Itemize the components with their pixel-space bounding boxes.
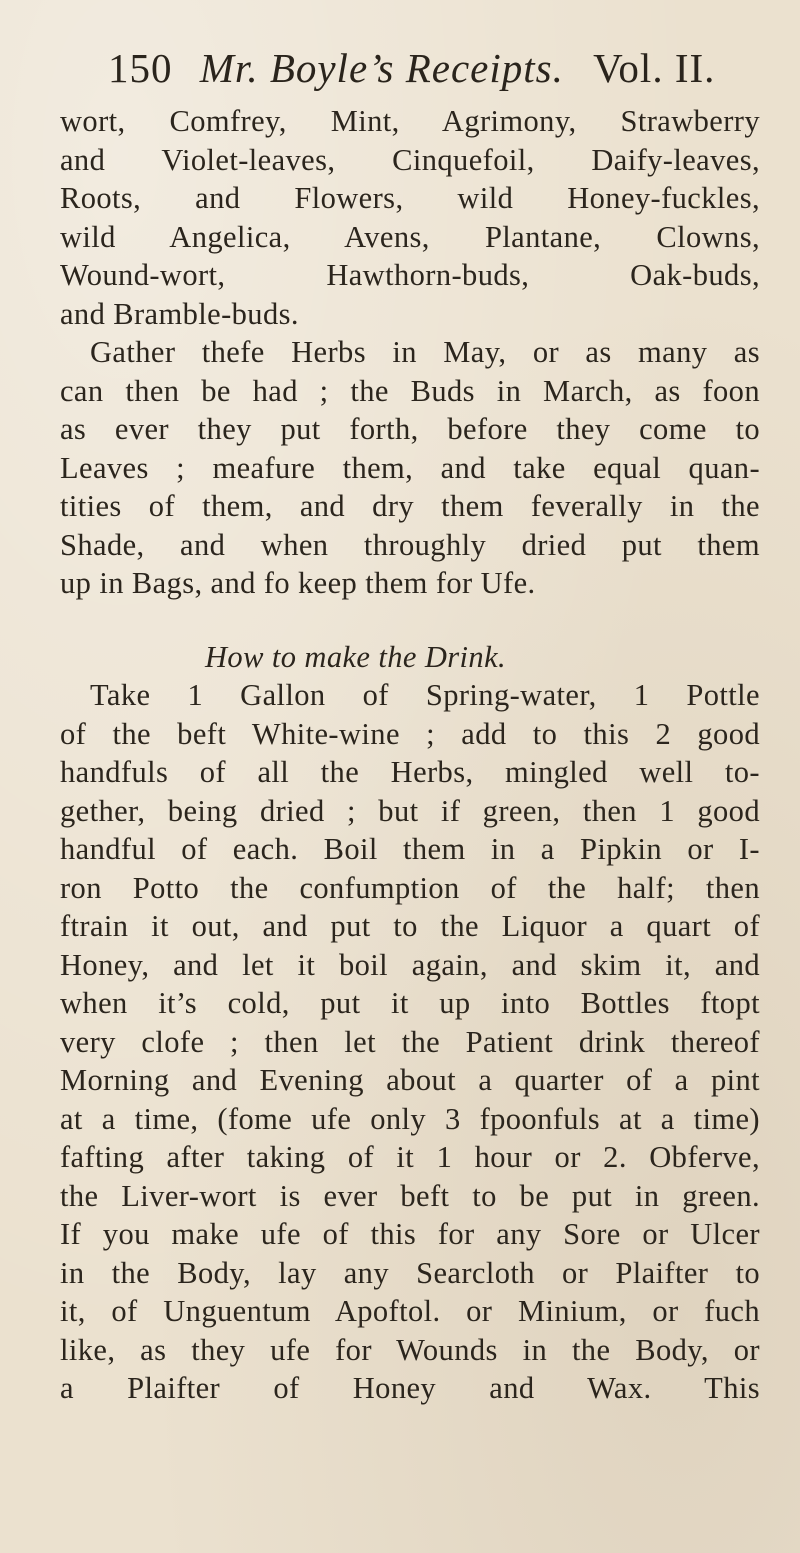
text-line: tities of them, and dry them feverally in the bbox=[60, 489, 760, 523]
text-line: at a time, (fome ufe only 3 fpoonfuls at a time) bbox=[60, 1101, 760, 1136]
book-title: Mr. Boyle’s Receipts. bbox=[199, 45, 564, 91]
text-line: fafting after taking of it 1 hour or 2. Obferve, bbox=[60, 1140, 760, 1174]
text-line: when it’s cold, put it up into Bottles ftopt bbox=[60, 986, 760, 1020]
text-line: in the Body, lay any Searcloth or Plaifter to bbox=[60, 1255, 760, 1290]
page-body bbox=[60, 102, 760, 1408]
text-line: it, of Unguentum Apoftol. or Minium, or fuch bbox=[60, 1294, 760, 1328]
text-line: Leaves ; meafure them, and take equal quan- bbox=[60, 450, 760, 485]
text-line: ron Potto the confumption of the half; then bbox=[60, 870, 760, 905]
text-line: a Plaifter of Honey and Wax. This bbox=[60, 1371, 760, 1405]
text-line: Roots, and Flowers, wild Honey-fuckles, bbox=[60, 181, 760, 215]
text-line: Gather thefe Herbs in May, or as many as bbox=[90, 335, 760, 369]
text-line: like, as they ufe for Wounds in the Body, or bbox=[60, 1332, 760, 1367]
drink-paragraph bbox=[60, 676, 760, 1408]
text-line: wort, Comfrey, Mint, Agrimony, Strawberry bbox=[60, 104, 760, 138]
text-line: ftrain it out, and put to the Liquor a quart of bbox=[60, 909, 760, 943]
text-line: Wound-wort, Hawthorn-buds, Oak-buds, bbox=[60, 258, 760, 292]
text-line: can then be had ; the Buds in March, as foon bbox=[60, 373, 760, 408]
herbs-list-paragraph bbox=[60, 102, 760, 333]
text-line: up in Bags, and fo keep them for Ufe. bbox=[60, 566, 536, 600]
text-line: the Liver-wort is ever beft to be put in green. bbox=[60, 1178, 760, 1213]
text-line: Take 1 Gallon of Spring-water, 1 Pottle bbox=[90, 678, 760, 712]
gather-paragraph bbox=[60, 333, 760, 603]
text-line: as ever they put forth, before they come to bbox=[60, 412, 760, 446]
text-line: and Bramble-buds. bbox=[60, 296, 299, 331]
text-line: handful of each. Boil them in a Pipkin or I- bbox=[60, 832, 760, 866]
page-number: 150 bbox=[108, 45, 173, 91]
text-line: very clofe ; then let the Patient drink thereof bbox=[60, 1024, 760, 1059]
text-line: of the beft White-wine ; add to this 2 good bbox=[60, 716, 760, 751]
text-line: wild Angelica, Avens, Plantane, Clowns, bbox=[60, 219, 760, 254]
running-header bbox=[108, 44, 768, 104]
text-line: Morning and Evening about a quarter of a pint bbox=[60, 1063, 760, 1097]
text-line: gether, being dried ; but if green, then 1 good bbox=[60, 793, 760, 828]
text-line: If you make ufe of this for any Sore or Ulcer bbox=[60, 1217, 760, 1251]
text-line: Shade, and when throughly dried put them bbox=[60, 527, 760, 562]
text-line: handfuls of all the Herbs, mingled well to- bbox=[60, 755, 760, 789]
text-line: Honey, and let it boil again, and skim it, and bbox=[60, 947, 760, 982]
volume-label: Vol. II. bbox=[593, 45, 716, 91]
text-line: and Violet-leaves, Cinquefoil, Daify-leaves, bbox=[60, 142, 760, 177]
section-heading: How to make the Drink. bbox=[205, 639, 507, 674]
